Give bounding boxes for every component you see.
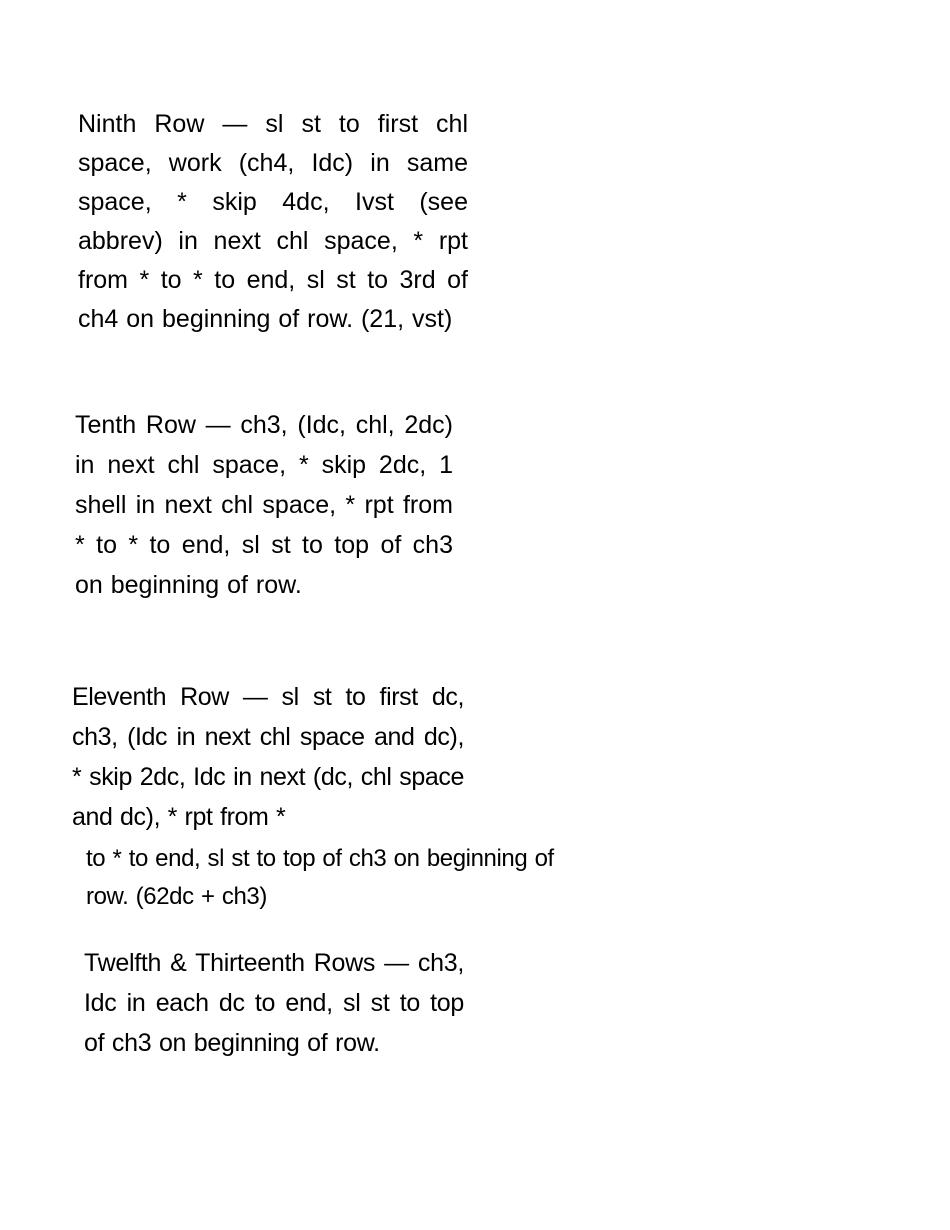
eleventh-row-paragraph: Eleventh Row — sl st to first dc, ch3, (Idc in next chl space and dc), * skip 2dc, Idc in next (dc, chl space and dc), * rpt from *	[72, 683, 464, 831]
tenth-row-paragraph: Tenth Row — ch3, (Idc, chl, 2dc) in next chl space, * skip 2dc, 1 shell in next chl space, * rpt from * to * to end, sl st to top of ch3 on beginning of row.	[75, 411, 453, 599]
ninth-row-paragraph: Ninth Row — sl st to first chl space, work (ch4, Idc) in same space, * skip 4dc, Ivst (see abbrev) in next chl space, * rpt from * to * to end, sl st to 3rd of ch4 on beginning of row. (21, vst)	[78, 110, 468, 333]
eleventh-row-paragraph-continued: to * to end, sl st to top of ch3 on beginning of row. (62dc + ch3)	[86, 845, 554, 910]
twelfth-thirteenth-rows-paragraph: Twelfth & Thirteenth Rows — ch3, Idc in each dc to end, sl st to top of ch3 on beginning of row.	[84, 949, 464, 1057]
